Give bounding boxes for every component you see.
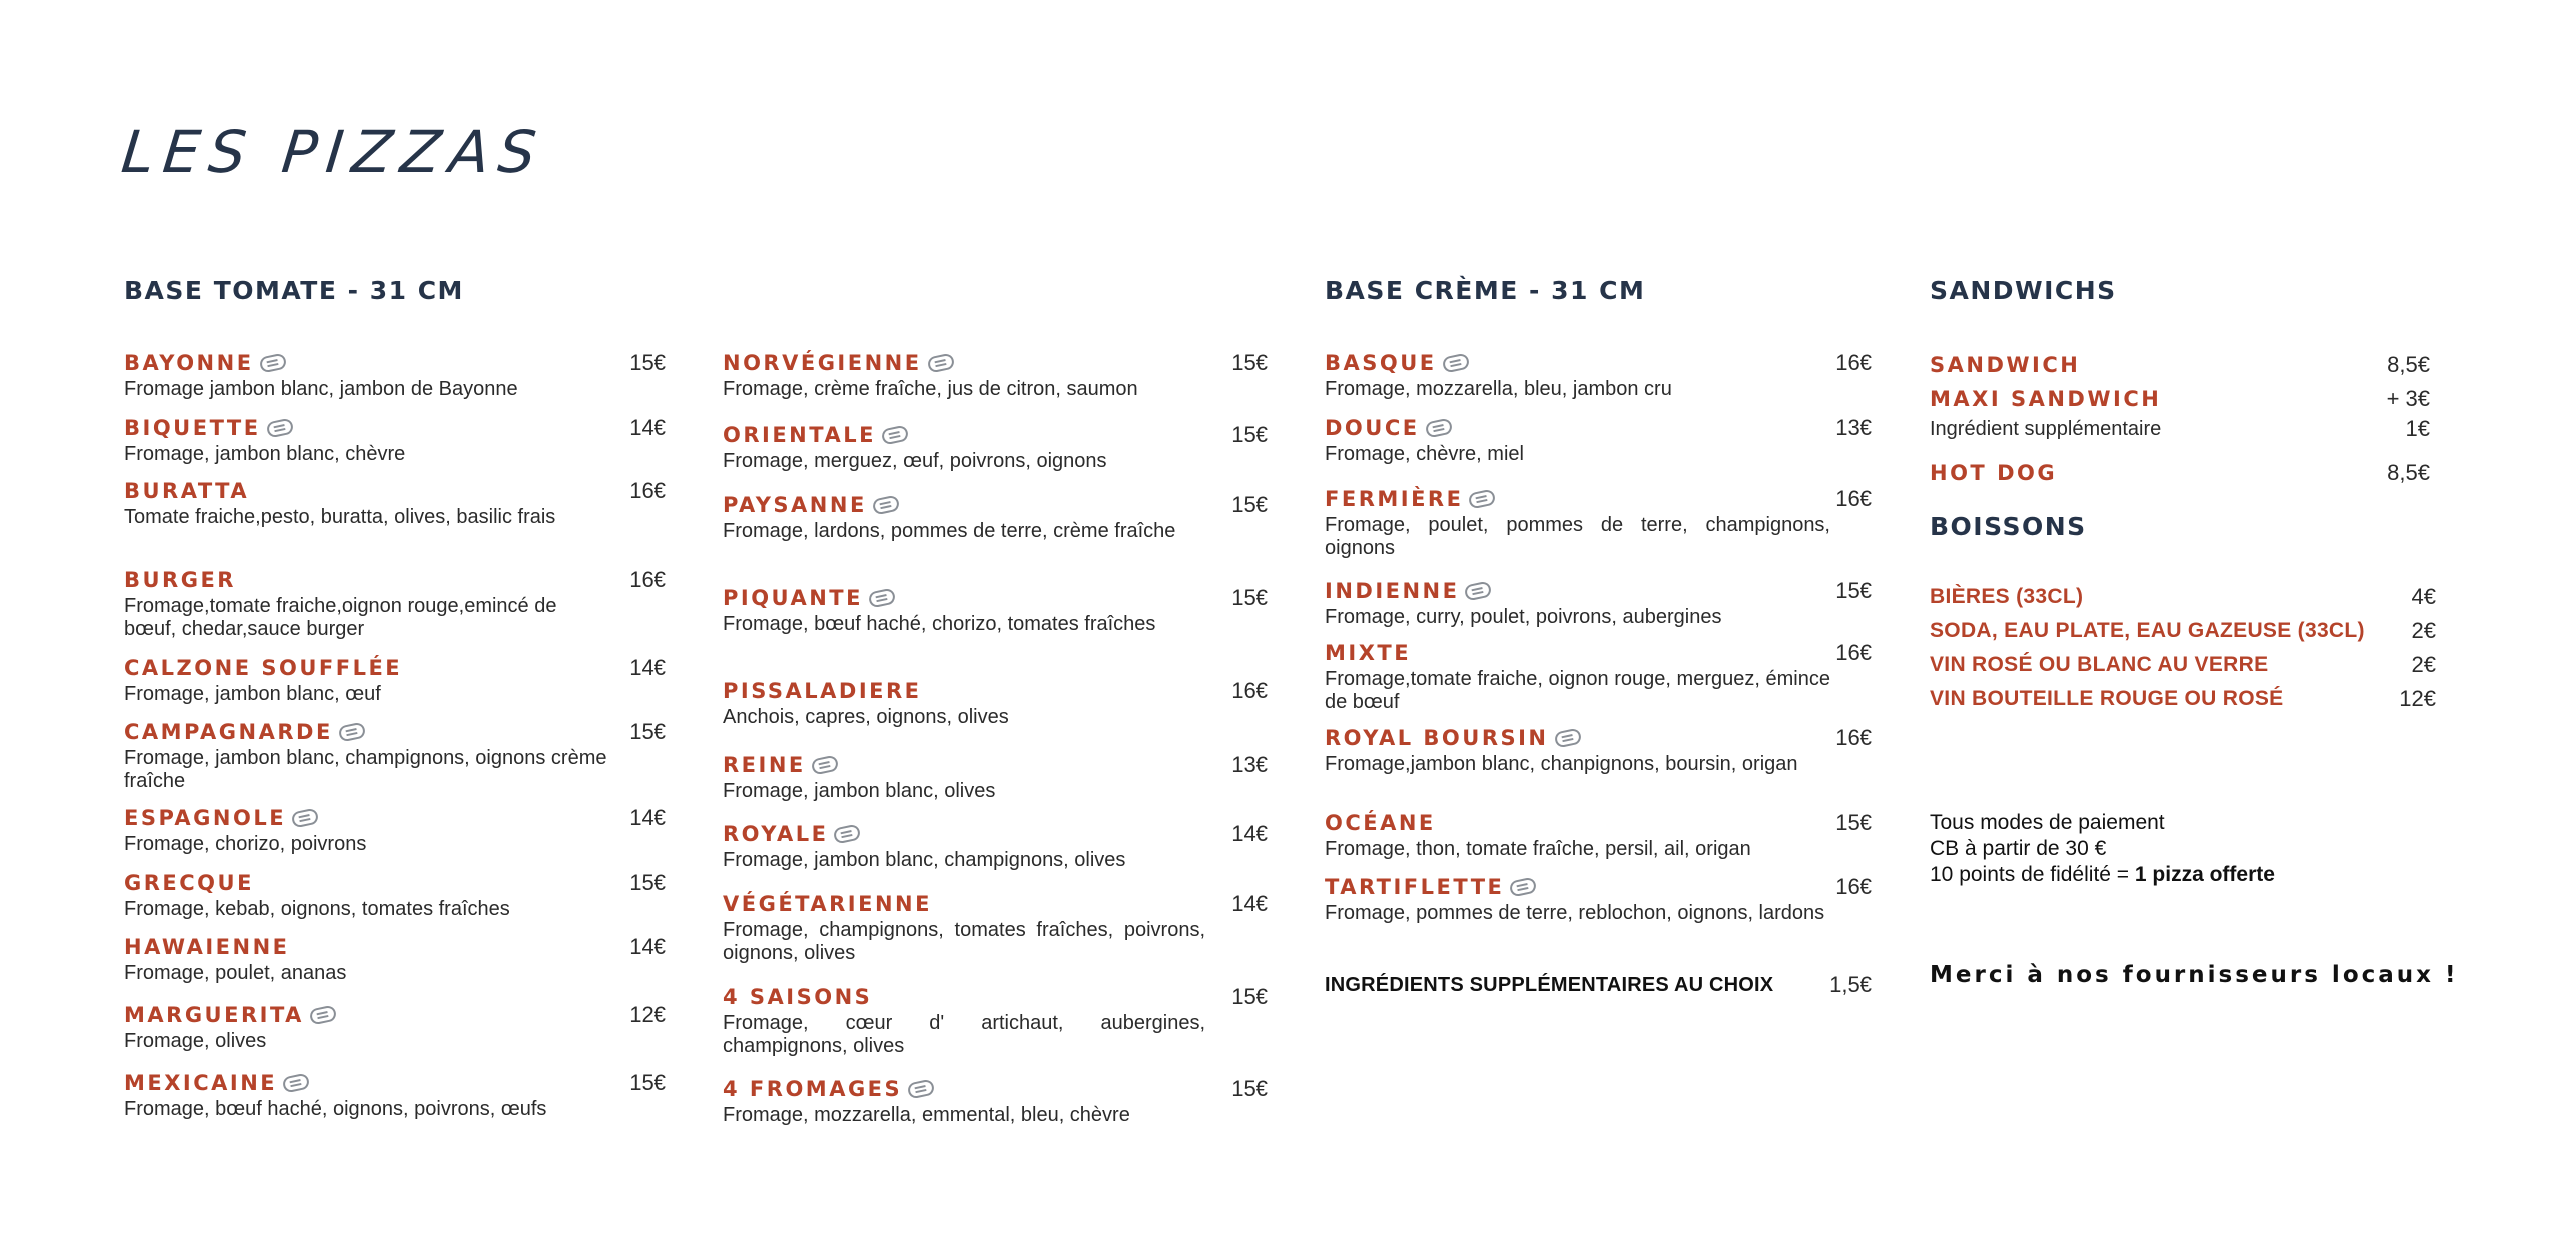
pizza-name	[1325, 576, 1491, 606]
boisson-price: 4€	[2411, 584, 2436, 609]
pizza-item	[124, 868, 666, 921]
pizza-name-text: ORIENTALE	[723, 423, 876, 447]
pizza-name-text: PISSALADIERE	[723, 679, 922, 703]
pizza-name-text: BAYONNE	[124, 351, 254, 375]
pizza-name	[124, 932, 290, 962]
pizza-name	[723, 750, 838, 780]
pizza-price: 13€	[1231, 752, 1268, 777]
pizza-price: 16€	[1835, 874, 1872, 899]
pizza-item	[1325, 638, 1872, 714]
pizza-name	[124, 348, 286, 378]
pizza-item	[1325, 723, 1872, 776]
heading-base-creme: BASE CRÈME - 31 CM	[1325, 276, 1646, 305]
pizza-name	[1325, 872, 1536, 902]
pizza-name	[124, 868, 254, 898]
pizza-item	[124, 565, 666, 641]
pizza-name	[124, 476, 249, 506]
pizza-name-text: MARGUERITA	[124, 1003, 304, 1027]
pizza-description: Fromage, cœur d' artichaut, aubergines, champignons, olives	[723, 1012, 1205, 1057]
pizza-item	[124, 653, 666, 706]
pizza-price: 15€	[1835, 810, 1872, 835]
pizza-price: 15€	[1231, 585, 1268, 610]
pizza-name-text: PIQUANTE	[723, 586, 863, 610]
pizza-name-text: FERMIÈRE	[1325, 487, 1464, 511]
boisson-price: 2€	[2411, 618, 2436, 643]
pizza-description: Fromage, chèvre, miel	[1325, 443, 1524, 465]
pizza-description: Fromage, kebab, oignons, tomates fraîches	[124, 898, 510, 920]
pizza-name-text: BURGER	[124, 568, 236, 592]
maxi-sandwich-name: MAXI SANDWICH	[1930, 387, 2162, 411]
boisson-name: BIÈRES (33CL)	[1930, 585, 2084, 608]
pizza-description: Tomate fraiche,pesto, buratta, olives, basilic frais	[124, 506, 556, 528]
boissons-list	[1930, 580, 2436, 716]
boisson-price: 12€	[2399, 686, 2436, 711]
pizza-item	[723, 889, 1268, 965]
extra-ingredients-price: 1,5€	[1829, 972, 1872, 997]
pizza-name	[1325, 638, 1411, 668]
pizza-price: 15€	[629, 870, 666, 895]
sandwich-icon	[871, 494, 900, 515]
pizza-name	[124, 653, 402, 683]
pizza-item	[723, 750, 1268, 803]
sandwich-icon	[291, 807, 320, 828]
pizza-description: Anchois, capres, oignons, olives	[723, 706, 1009, 728]
payment-info	[1930, 810, 2275, 888]
pizza-description: Fromage,tomate fraiche, oignon rouge, merguez, émince de bœuf	[1325, 668, 1830, 713]
boisson-item	[1930, 614, 2436, 648]
pizza-description: Fromage, jambon blanc, olives	[723, 780, 996, 802]
sandwich-icon	[1468, 488, 1497, 509]
pizza-name-text: NORVÉGIENNE	[723, 351, 922, 375]
pizza-description: Fromage, jambon blanc, chèvre	[124, 443, 406, 465]
pizza-item	[1325, 348, 1872, 401]
page-title: LES PIZZAS	[118, 118, 548, 186]
pizza-description: Fromage, bœuf haché, chorizo, tomates fraîches	[723, 613, 1156, 635]
pizza-item	[124, 413, 666, 466]
heading-base-tomate: BASE TOMATE - 31 CM	[124, 276, 464, 305]
maxi-sandwich-price: + 3€	[2386, 386, 2430, 411]
pizza-name-text: TARTIFLETTE	[1325, 875, 1505, 899]
pizza-price: 13€	[1835, 415, 1872, 440]
pizza-item	[124, 348, 666, 401]
pizza-name-text: 4 FROMAGES	[723, 1077, 903, 1101]
pizza-description: Fromage, curry, poulet, poivrons, aubergines	[1325, 606, 1722, 628]
sandwich-icon	[926, 352, 955, 373]
pizza-name-text: GRECQUE	[124, 871, 254, 895]
pizza-price: 14€	[629, 655, 666, 680]
pizza-name	[1325, 413, 1452, 443]
pizza-name	[124, 413, 293, 443]
sandwich-icon	[258, 352, 287, 373]
sandwich-item	[1930, 348, 2430, 382]
pizza-price: 15€	[1231, 492, 1268, 517]
pizza-description: Fromage, merguez, œuf, poivrons, oignons	[723, 450, 1107, 472]
pizza-name-text: BURATTA	[124, 479, 250, 503]
pizza-name-text: MIXTE	[1325, 641, 1412, 665]
pizza-item	[723, 420, 1268, 473]
pizza-price: 15€	[629, 350, 666, 375]
supplement-price: 1€	[2405, 416, 2430, 441]
pizza-name	[1325, 484, 1495, 514]
pizza-price: 15€	[1835, 578, 1872, 603]
pizza-item	[124, 1068, 666, 1121]
pizza-price: 15€	[1231, 984, 1268, 1009]
heading-boissons: BOISSONS	[1930, 512, 2087, 541]
pizza-price: 16€	[629, 478, 666, 503]
pizza-name-text: BIQUETTE	[124, 416, 261, 440]
pizza-description: Fromage jambon blanc, jambon de Bayonne	[124, 378, 518, 400]
pizza-price: 14€	[629, 805, 666, 830]
sandwich-icon	[337, 721, 366, 742]
sandwich-icon	[1509, 876, 1538, 897]
pizza-item	[1325, 808, 1872, 861]
pizza-item	[723, 982, 1268, 1058]
pizza-description: Fromage, poulet, pommes de terre, champignons, oignons	[1325, 514, 1830, 559]
pizza-item	[723, 490, 1268, 543]
pizza-description: Fromage, olives	[124, 1030, 267, 1052]
sandwich-icon	[868, 587, 897, 608]
pizza-item	[124, 717, 666, 793]
pizza-name	[723, 819, 860, 849]
boisson-name: VIN BOUTEILLE ROUGE OU ROSÉ	[1930, 687, 2284, 710]
pizza-name-text: VÉGÉTARIENNE	[723, 892, 932, 916]
pizza-description: Fromage, mozzarella, emmental, bleu, chèvre	[723, 1104, 1130, 1126]
card-minimum: CB à partir de 30 €	[1930, 837, 2107, 860]
pizza-name-text: ROYALE	[723, 822, 829, 846]
sandwich-price: 8,5€	[2387, 352, 2430, 377]
pizza-price: 14€	[1231, 821, 1268, 846]
sandwich-name: SANDWICH	[1930, 353, 2081, 377]
pizza-name-text: PAYSANNE	[723, 493, 867, 517]
pizza-price: 14€	[1231, 891, 1268, 916]
pizza-description: Fromage, jambon blanc, champignons, olives	[723, 849, 1126, 871]
hot-dog-item	[1930, 456, 2430, 490]
pizza-item	[1325, 413, 1872, 466]
thanks-message: Merci à nos fournisseurs locaux !	[1930, 962, 2459, 988]
payment-modes: Tous modes de paiement	[1930, 811, 2165, 834]
pizza-description: Fromage, pommes de terre, reblochon, oignons, lardons	[1325, 902, 1825, 924]
heading-sandwichs: SANDWICHS	[1930, 276, 2117, 305]
pizza-name-text: CALZONE SOUFFLÉE	[124, 656, 403, 680]
pizza-price: 12€	[629, 1002, 666, 1027]
pizza-name	[723, 348, 954, 378]
sandwich-icon	[810, 754, 839, 775]
pizza-description: Fromage,tomate fraiche,oignon rouge,emincé de bœuf, chedar,sauce burger	[124, 595, 557, 640]
pizza-item	[723, 819, 1268, 872]
pizza-price: 14€	[629, 934, 666, 959]
pizza-item	[723, 676, 1268, 729]
hot-dog-name: HOT DOG	[1930, 461, 2058, 485]
pizza-name	[723, 1074, 934, 1104]
pizza-description: Fromage, jambon blanc, œuf	[124, 683, 381, 705]
boisson-price: 2€	[2411, 652, 2436, 677]
pizza-name-text: ROYAL BOURSIN	[1325, 726, 1549, 750]
pizza-item	[723, 583, 1268, 636]
pizza-description: Fromage, chorizo, poivrons	[124, 833, 367, 855]
pizza-name	[1325, 808, 1436, 838]
loyalty-reward: 1 pizza offerte	[2134, 863, 2275, 886]
pizza-price: 16€	[1835, 640, 1872, 665]
pizza-price: 15€	[1231, 350, 1268, 375]
pizza-price: 15€	[629, 719, 666, 744]
pizza-name-text: BASQUE	[1325, 351, 1437, 375]
pizza-item	[723, 348, 1268, 401]
sandwich-icon	[1424, 417, 1453, 438]
pizza-item	[124, 476, 666, 529]
loyalty-info	[1930, 862, 2275, 888]
boisson-item	[1930, 648, 2436, 682]
pizza-item	[1325, 872, 1872, 925]
sandwich-icon	[907, 1078, 936, 1099]
pizza-name	[124, 803, 318, 833]
pizza-name-text: DOUCE	[1325, 416, 1420, 440]
pizza-description: Fromage, thon, tomate fraîche, persil, ail, origan	[1325, 838, 1751, 860]
pizza-price: 16€	[1231, 678, 1268, 703]
pizza-description: Fromage, champignons, tomates fraîches, poivrons, oignons, olives	[723, 919, 1205, 964]
pizza-description: Fromage, poulet, ananas	[124, 962, 347, 984]
pizza-price: 14€	[629, 415, 666, 440]
pizza-name	[723, 889, 932, 919]
boisson-item	[1930, 580, 2436, 614]
sandwich-icon	[309, 1004, 338, 1025]
pizza-name	[723, 676, 922, 706]
pizza-description: Fromage, crème fraîche, jus de citron, saumon	[723, 378, 1138, 400]
pizza-name-text: ESPAGNOLE	[124, 806, 287, 830]
hot-dog-price: 8,5€	[2387, 460, 2430, 485]
pizza-description: Fromage, mozzarella, bleu, jambon cru	[1325, 378, 1672, 400]
pizza-name-text: 4 SAISONS	[723, 985, 873, 1009]
pizza-price: 16€	[1835, 486, 1872, 511]
sandwich-icon	[833, 823, 862, 844]
pizza-name	[723, 420, 908, 450]
pizza-price: 15€	[1231, 1076, 1268, 1101]
boisson-name: SODA, EAU PLATE, EAU GAZEUSE (33CL)	[1930, 619, 2365, 642]
supplement-label: Ingrédient supplémentaire	[1930, 417, 2162, 440]
extra-ingredients-row	[1325, 970, 1872, 1000]
pizza-name	[124, 1068, 309, 1098]
sandwich-icon	[1464, 580, 1493, 601]
pizza-name	[124, 1000, 336, 1030]
extra-ingredients-label: INGRÉDIENTS SUPPLÉMENTAIRES AU CHOIX	[1325, 973, 1774, 996]
supplement-item	[1930, 414, 2430, 444]
pizza-name	[124, 717, 365, 747]
pizza-price: 16€	[1835, 725, 1872, 750]
pizza-description: Fromage, lardons, pommes de terre, crème fraîche	[723, 520, 1176, 542]
pizza-item	[124, 1000, 666, 1053]
sandwich-icon	[282, 1072, 311, 1093]
pizza-description: Fromage, jambon blanc, champignons, oignons crème fraîche	[124, 747, 607, 792]
pizza-name-text: MEXICAINE	[124, 1071, 278, 1095]
pizza-description: Fromage, bœuf haché, oignons, poivrons, œufs	[124, 1098, 547, 1120]
pizza-description: Fromage,jambon blanc, chanpignons, boursin, origan	[1325, 753, 1798, 775]
sandwich-icon	[1441, 352, 1470, 373]
pizza-name	[1325, 348, 1469, 378]
pizza-item	[1325, 484, 1872, 560]
pizza-name	[723, 583, 895, 613]
pizza-name-text: REINE	[723, 753, 806, 777]
pizza-name-text: HAWAIENNE	[124, 935, 290, 959]
sandwich-icon	[265, 417, 294, 438]
pizza-item	[723, 1074, 1268, 1127]
pizza-item	[1325, 576, 1872, 629]
pizza-name	[723, 982, 872, 1012]
pizza-name-text: OCÉANE	[1325, 811, 1436, 835]
pizza-item	[124, 932, 666, 985]
pizza-price: 16€	[629, 567, 666, 592]
boisson-name: VIN ROSÉ OU BLANC AU VERRE	[1930, 653, 2269, 676]
maxi-sandwich-item	[1930, 382, 2430, 416]
pizza-name-text: CAMPAGNARDE	[124, 720, 333, 744]
pizza-name-text: INDIENNE	[1325, 579, 1460, 603]
pizza-price: 16€	[1835, 350, 1872, 375]
pizza-name	[723, 490, 899, 520]
loyalty-prefix: 10 points de fidélité =	[1930, 863, 2135, 886]
sandwich-icon	[1553, 727, 1582, 748]
boisson-item	[1930, 682, 2436, 716]
pizza-item	[124, 803, 666, 856]
pizza-name	[1325, 723, 1581, 753]
sandwich-icon	[881, 424, 910, 445]
pizza-price: 15€	[629, 1070, 666, 1095]
pizza-price: 15€	[1231, 422, 1268, 447]
pizza-name	[124, 565, 236, 595]
